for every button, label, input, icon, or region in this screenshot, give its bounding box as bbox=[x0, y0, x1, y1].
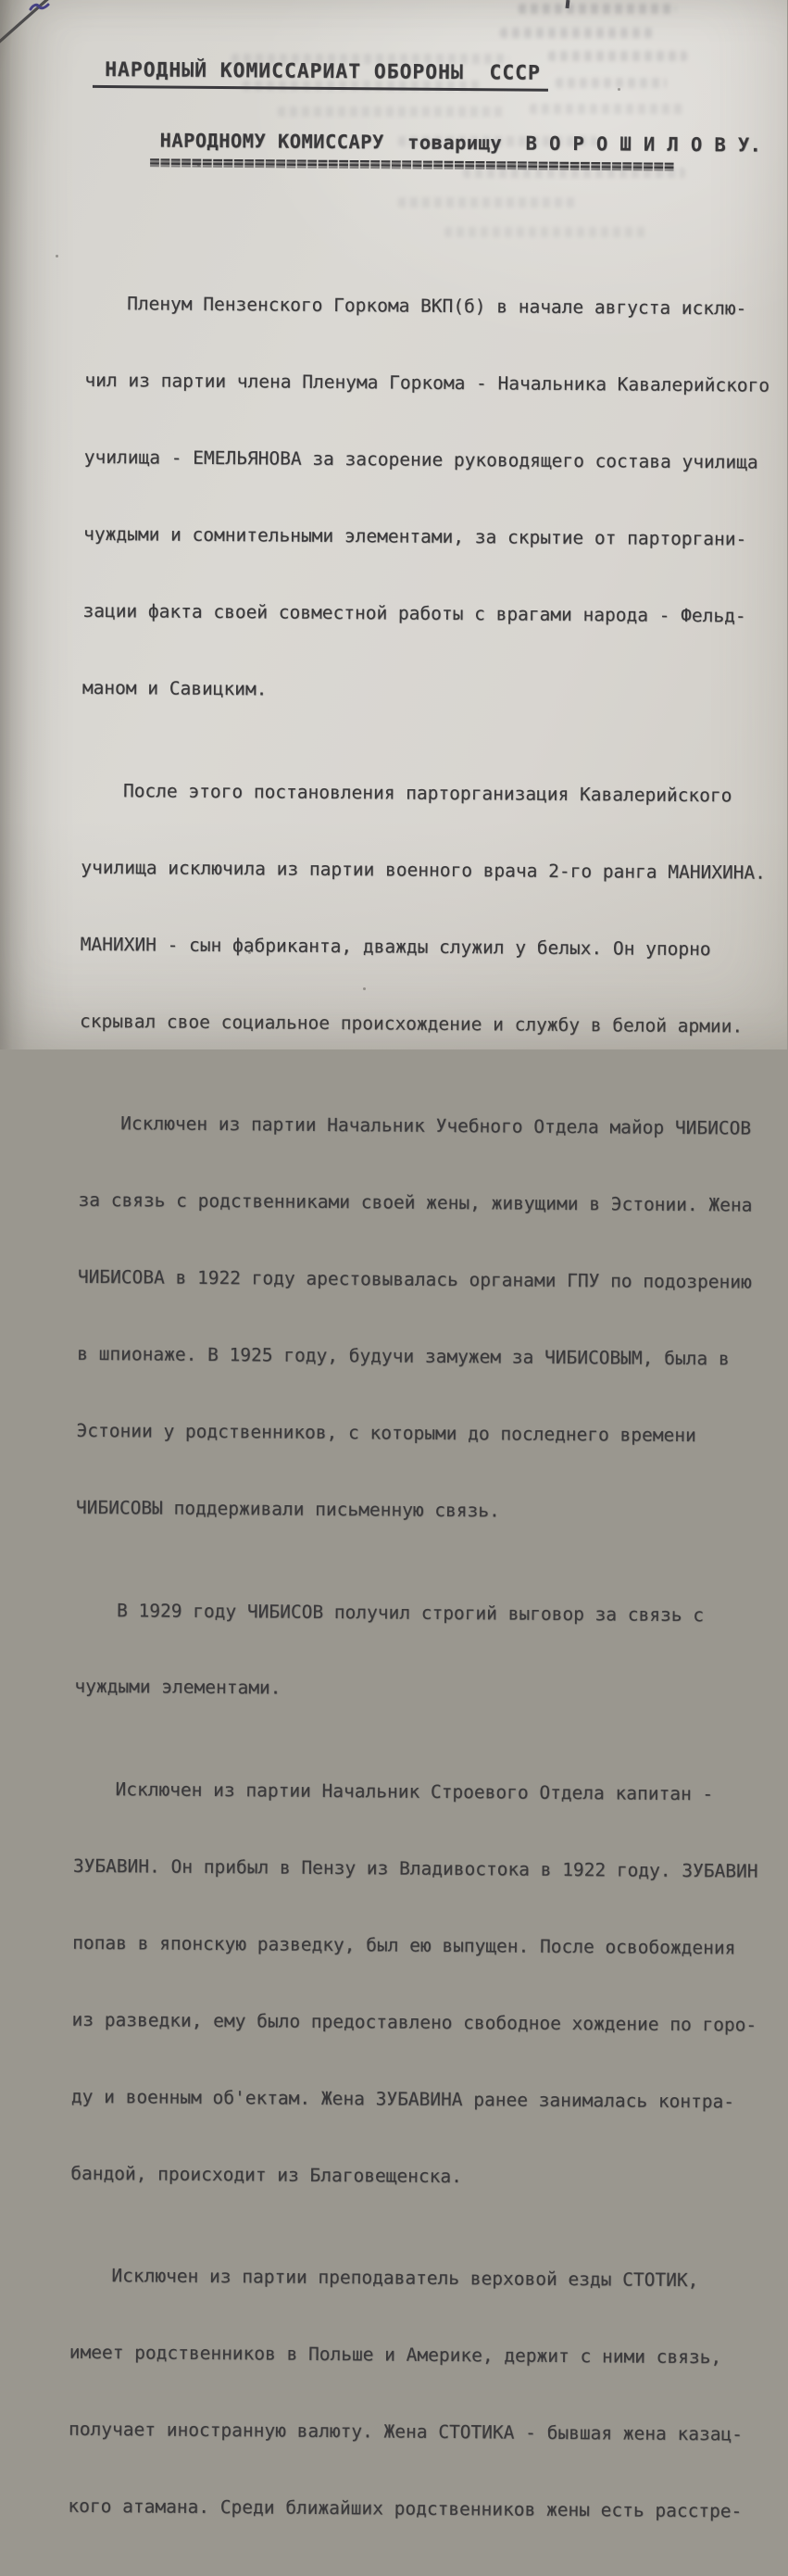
text-line: После этого постановления парторганизация Кавалерийского bbox=[122, 779, 732, 807]
text-line: Эстонии у родственников, с которыми до последнего времени bbox=[76, 1419, 696, 1447]
text-line: ду и военным об'ектам. Жена ЗУБАВИНА ранее занималась контра- bbox=[70, 2085, 735, 2113]
text-line: скрывал свое социальное происхождение и службу в белой армии. bbox=[79, 1010, 744, 1037]
text-line: ЧИБИСОВА в 1922 году арестовывалась органами ГПУ по подозрению bbox=[77, 1265, 752, 1293]
text-line: училища - ЕМЕЛЬЯНОВА за засорение руководящего состава училища bbox=[83, 446, 758, 473]
document-body bbox=[68, 240, 770, 2576]
text-line: ЗУБАВИН. Он прибыл в Пензу из Владивостока в 1922 году. ЗУБАВИН bbox=[72, 1854, 758, 1882]
text-line: чил из партии члена Пленума Горкома - Начальника Кавалерийского bbox=[84, 370, 770, 396]
text-line: чуждыми элементами. bbox=[74, 1676, 281, 1700]
addressee-line: НАРОДНОМУ КОМИССАРУ товарищу В О Р О Ш И Л О В У. bbox=[159, 129, 762, 157]
text-line: Исключен из партии Начальник Учебного Отдела майор ЧИБИСОВ bbox=[120, 1112, 752, 1139]
text-line: зации факта своей совместной работы с врагами народа - Фельд- bbox=[82, 599, 746, 627]
text-line: Исключен из партии Начальник Строевого Отдела капитан - bbox=[115, 1778, 714, 1805]
text-line: Пленум Пензенского Горкома ВКП(б) в начале августа исклю- bbox=[127, 293, 747, 320]
text-line: ЧИБИСОВЫ поддерживали письменную связь. bbox=[75, 1496, 500, 1522]
text-line: В 1929 году ЧИБИСОВ получил строгий выговор за связь с bbox=[116, 1599, 705, 1626]
text-line: маном и Савицким. bbox=[81, 676, 268, 700]
text-line: училища исключила из партии военного врача 2-го ранга МАНИХИНА. bbox=[81, 856, 767, 884]
addressee-underline-rule: ================================================== bbox=[149, 151, 675, 176]
text-line: МАНИХИН - сын фабриканта, дважды служил у белых. Он упорно bbox=[80, 933, 711, 960]
text-line: за связь с родственниками своей жены, живущими в Эстонии. Жена bbox=[78, 1188, 753, 1216]
letterhead-title: НАРОДНЫЙ КОМИССАРИАТ ОБОРОНЫ СССР bbox=[93, 58, 548, 92]
text-line: попав в японскую разведку, был ею выпущен. После освобождения bbox=[72, 1931, 736, 1959]
page-left-edge-shadow bbox=[0, 0, 28, 1049]
text-line: бандой, происходит из Благовещенска. bbox=[70, 2162, 462, 2187]
text-line: Исключен из партии преподаватель верховой езды СТОТИК, bbox=[111, 2265, 699, 2292]
text-line: из разведки, ему было предоставлено свободное хождение по горо- bbox=[71, 2008, 757, 2036]
text-line: кого атамана. Среди ближайших родственников жены есть расстре- bbox=[68, 2495, 743, 2522]
text-line: получает иностранную валюту. Жена СТОТИКА - бывшая жена казац- bbox=[69, 2419, 744, 2445]
text-line: чуждыми и сомнительными элементами, за скрытие от парторгани- bbox=[83, 523, 747, 550]
text-line: имеет родственников в Польше и Америке, держит с ними связь, bbox=[69, 2342, 722, 2369]
text-line: в шпионаже. В 1925 году, будучи замужем за ЧИБИСОВЫМ, была в bbox=[77, 1342, 730, 1370]
